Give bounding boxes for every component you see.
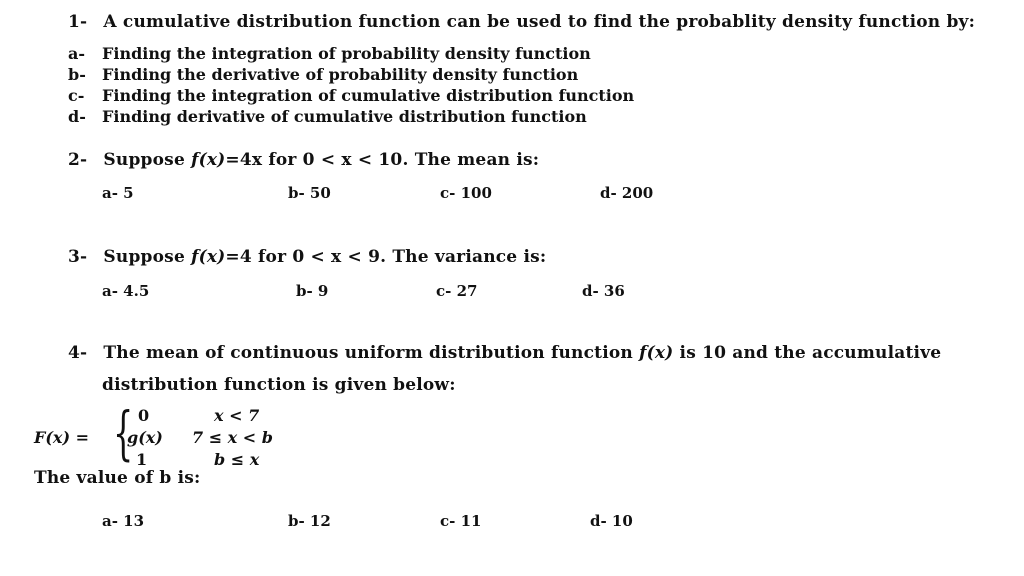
question-post: =4x for 0 < x < 10. The mean is: [225, 150, 540, 170]
choice-a: a- 5 [102, 184, 134, 202]
question-3 [68, 247, 546, 267]
option-c [68, 86, 634, 105]
question-4-prompt: The value of b is: [34, 468, 201, 488]
choice-d: d- 36 [582, 282, 625, 300]
choice-d: d- 200 [600, 184, 654, 202]
question-number: 2- [68, 150, 88, 170]
option-d [68, 107, 587, 126]
question-post: is 10 and the accumulative [673, 343, 942, 363]
function-name: f(x) [191, 150, 226, 170]
option-letter: c- [68, 86, 85, 105]
piecewise-brace: { [113, 399, 134, 467]
choice-a: a- 4.5 [102, 282, 150, 300]
option-b [68, 65, 578, 84]
option-text: Finding the integration of cumulative distribution function [102, 86, 635, 105]
piecewise-value-1: 0 [138, 406, 150, 425]
piecewise-condition-2: 7 ≤ x < b [192, 428, 273, 447]
option-text: Finding derivative of cumulative distribution function [102, 107, 587, 126]
option-a [68, 44, 591, 63]
choice-b: b- 12 [288, 512, 331, 530]
piecewise-condition-1: x < 7 [214, 406, 260, 425]
piecewise-lhs: F(x) = [34, 428, 90, 447]
choice-a: a- 13 [102, 512, 145, 530]
choice-b: b- 9 [296, 282, 329, 300]
question-number: 3- [68, 247, 88, 267]
question-pre: The mean of continuous uniform distribution function [103, 343, 640, 363]
piecewise-value-2: g(x) [127, 428, 163, 447]
choice-b: b- 50 [288, 184, 331, 202]
question-number: 1- [68, 12, 88, 32]
option-letter: b- [68, 65, 86, 84]
question-pre: Suppose [103, 150, 192, 170]
question-2 [68, 150, 539, 170]
option-letter: a- [68, 44, 86, 63]
question-number: 4- [68, 343, 88, 363]
question-4-line-2: distribution function is given below: [102, 375, 456, 395]
question-pre: Suppose [103, 247, 192, 267]
question-4 [68, 343, 941, 363]
option-text: Finding the integration of probability density function [102, 44, 591, 63]
function-name: f(x) [191, 247, 226, 267]
choice-c: c- 11 [440, 512, 482, 530]
question-post: =4 for 0 < x < 9. The variance is: [225, 247, 547, 267]
question-text: A cumulative distribution function can be used to find the probablity density function by: [103, 12, 976, 32]
option-text: Finding the derivative of probability density function [102, 65, 579, 84]
question-1 [68, 12, 975, 32]
piecewise-condition-3: b ≤ x [214, 450, 260, 469]
option-letter: d- [68, 107, 86, 126]
choice-c: c- 27 [436, 282, 478, 300]
piecewise-value-3: 1 [136, 450, 148, 469]
choice-c: c- 100 [440, 184, 492, 202]
choice-d: d- 10 [590, 512, 633, 530]
function-name: f(x) [639, 343, 674, 363]
